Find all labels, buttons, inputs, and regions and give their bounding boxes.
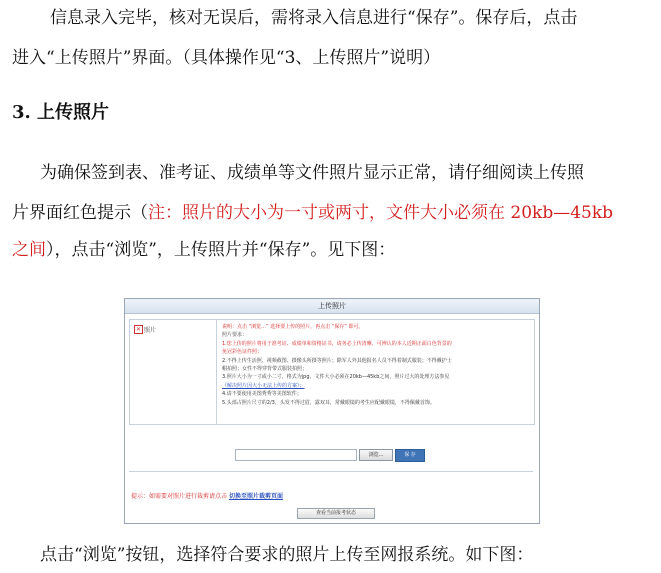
- view-status-button[interactable]: 查看当前报考状态: [297, 508, 375, 519]
- note-line: 2.不得上传生活照、视频截图、摄像头所摄等照片；除军人外其他报名人员不得着制式服装；不得戴护士: [222, 357, 452, 364]
- note-line: 帽拍照；女性不得穿背带式服装拍照；: [222, 366, 308, 373]
- instruction-suffix: ），点击“浏览”，上传照片并“保存”。见下图：: [46, 240, 396, 260]
- browse-button[interactable]: 浏览...: [359, 449, 393, 461]
- screenshot-title: 上传照片: [125, 299, 539, 314]
- note-line: 1.您上传的照片将用于准考证、成绩单和资格证书，请务必上传清晰、可辨认的本人近期正面白色背景的: [222, 340, 452, 347]
- section-heading: 3. 上传照片: [12, 102, 110, 123]
- file-path-input[interactable]: [235, 449, 357, 461]
- browse-instruction: 点击“浏览”按钮，选择符合要求的照片上传至网报系统。如下图：: [40, 545, 534, 565]
- instruction-line-2: [12, 195, 652, 231]
- crop-page-link[interactable]: 切换至照片裁剪页面: [228, 493, 283, 500]
- intro-line-1: 信息录入完毕，核对无误后，需将录入信息进行“保存”。保存后，点击: [50, 8, 578, 28]
- note-line: 照片要求：: [222, 332, 248, 339]
- note-line: 说明：点击 “浏览...” 选择要上传的照片，再点击 “保存” 即可。: [222, 324, 364, 330]
- note-line: 免冠彩色证件照；: [222, 349, 263, 356]
- upload-photo-screenshot: [124, 298, 540, 524]
- instruction-line-1: 为确保签到表、准考证、成绩单等文件照片显示正常，请仔细阅读上传照: [40, 163, 584, 183]
- instruction-red-note-end: 之间: [12, 240, 46, 260]
- intro-line-2: 进入“上传照片”界面。（具体操作见“3、上传照片”说明）: [12, 48, 441, 68]
- crop-tip-text: 提示：如需要对照片进行裁剪请点击: [131, 493, 228, 500]
- photo-label: 照片: [144, 327, 157, 334]
- solution-link[interactable]: 《解决照片因大小无法上传的方案》；: [222, 382, 305, 389]
- note-line: 5.头部占照片尺寸的2/3，头发不得过眉，露双耳，常戴眼镜的考生应配戴眼镜，不得佩戴首饰。: [222, 399, 435, 406]
- note-line: 3.照片大小为一寸或小二寸，格式为jpg，文件大小必须在20kb—45kb之间，照片过大的处理方法参见: [222, 374, 450, 381]
- photo-requirements: [222, 323, 530, 407]
- instruction-prefix: 片界面红色提示（: [12, 203, 148, 223]
- instruction-red-note: 注：照片的大小为一寸或两寸，文件大小必须在 20kb—45kb: [148, 203, 614, 223]
- save-button[interactable]: 保 存: [395, 449, 425, 462]
- note-line: 4.请不要使用美图秀秀等美图软件；: [222, 391, 302, 398]
- x-icon: ✕: [135, 326, 142, 333]
- crop-tip: [131, 491, 283, 500]
- photo-cell: [130, 320, 217, 424]
- instruction-line-3: [12, 232, 652, 268]
- divider: [129, 471, 533, 472]
- photo-panel: [129, 319, 535, 425]
